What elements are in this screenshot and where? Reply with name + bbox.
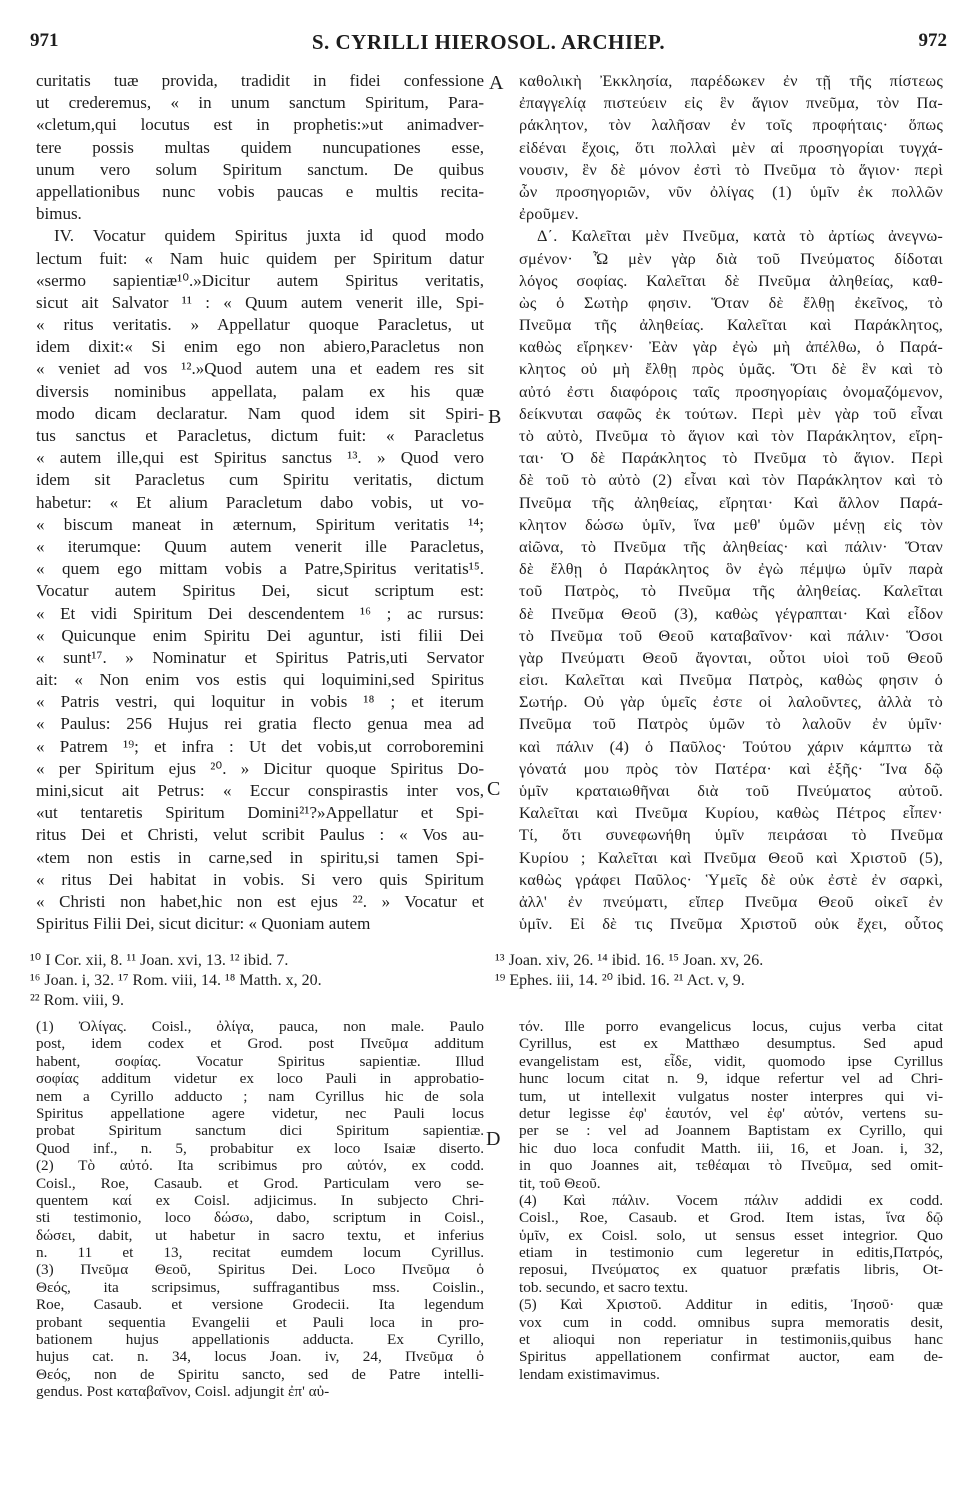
editorial-note-line: lendam existimavimus. <box>519 1365 660 1383</box>
latin-text-line: idem sit Paracletus cum Spiritu veritatis, dictum <box>36 470 484 490</box>
latin-text-line: curitatis tuæ provida, tradidit in fidei confessione <box>36 71 484 90</box>
latin-text-line: mini,sicut ait Petrus: « Eccur conspirastis inter vos, <box>36 781 484 800</box>
greek-text-line: γὰρ Πνεύματι Θεοῦ ἄγονται, οὗτοι υἱοὶ τοῦ Θεοῦ <box>519 647 943 667</box>
margin-letter-b: B <box>488 406 502 428</box>
greek-text-line: καθὼς γράφει Παῦλος· Ὑμεῖς δὲ οὐκ ἐστὲ ἐν σαρκὶ, <box>519 869 943 889</box>
latin-text-line: modo dicam declaratur. Nam quod idem sit Spiri- <box>36 403 484 423</box>
editorial-note-line: Coisl., Roe, Casaub. et Grod. Particulam vero se- <box>36 1174 484 1192</box>
editorial-note-line: sti testimonio, loco δώσω, dabo, scriptum in Coisl., <box>36 1209 484 1227</box>
greek-text-line: ὼς ὁ Σωτὴρ φησιν. Ὅταν δὲ ἔλθῃ ἐκεῖνος, τὸ <box>519 292 943 312</box>
latin-text-line: tus sanctus et Paracletus, dictum fuit: « Paracletus <box>36 426 484 445</box>
greek-text-line: σμένον· Ὧ μὲν γὰρ διὰ τοῦ Πνεύματος δίδοται <box>519 248 943 268</box>
editorial-note-line: Θεός, ita scripsimus, suffragantibus mss. Coislin., <box>36 1278 484 1296</box>
latin-text-line: bimus. <box>36 204 82 224</box>
greek-text-line: τὸ Πνεῦμα τοῦ Θεοῦ καταβαῖνον· καὶ πάλιν· Ὅσοι <box>519 625 943 645</box>
greek-text-line: τὸ αὐτὸ, Πνεῦμα τὸ ἅγιον καὶ τὸν Παράκλητον, εἴρη- <box>519 426 943 445</box>
latin-text-line: unum vero solum Spiritum sanctum. De quibus <box>36 159 484 179</box>
scripture-reference-line: ¹⁶ Joan. i, 32. ¹⁷ Rom. viii, 14. ¹⁸ Matth. x, 20. <box>30 972 322 989</box>
editorial-note-line: in quo Joannes ait, τεθέαμαι τὸ Πνεῦμα, sed omit- <box>519 1157 943 1175</box>
editorial-note-line: ὑμῖν, ex Coisl. solo, ut sensus esset integrior. Quo <box>519 1226 943 1244</box>
greek-text-line: ἐροῦμεν. <box>519 204 579 224</box>
latin-text-line: ait: « Non enim vos estis qui loquimini,sed Spiritus <box>36 670 484 690</box>
editorial-note-line: tum, ut intellexit vulgatus noster interpres qui vi- <box>519 1087 943 1105</box>
editorial-note-line: (5) Καὶ Χριστοῦ. Additur in editis, Ἰησοῦ· quæ <box>519 1296 943 1314</box>
greek-text-line: ὑμῖν κραταιωθῆναι διὰ τοῦ Πνεύματος αὐτοῦ. <box>519 781 943 800</box>
greek-text-line: εἰδέναι ἔχοις, ὅτι πολλαὶ μὲν αἱ προσηγορίαι τυγχά- <box>519 137 943 157</box>
editorial-notes-right <box>519 1018 943 1488</box>
margin-letter-c: C <box>487 778 501 800</box>
greek-text-line: καὶ πάλιν (4) ὁ Παῦλος· Τούτου χάριν κάμπτω τὰ <box>519 736 943 756</box>
editorial-note-line: vox cum in codd. omnibus supra memoratis desit, <box>519 1313 943 1331</box>
latin-text-line: habetur: « Et alium Paracletum dabo vobis, ut vo- <box>36 492 484 512</box>
greek-text-line: Κυρίου ; Καλεῖται καὶ Πνεῦμα Θεοῦ καὶ Χριστοῦ (5), <box>519 847 943 867</box>
editorial-note-line: σοφίας additum videtur ex loco Pauli in approbatio- <box>36 1070 484 1088</box>
editorial-note-line: Θεός, non de Spiritu sancto, sed de Patre intelli- <box>36 1365 484 1383</box>
running-title: S. CYRILLI HIEROSOL. ARCHIEP. <box>311 30 666 54</box>
greek-text-line: ἐπαγγελίᾳ πιστεύειν εἰς ἓν ἅγιον πνεῦμα, τὸν Πα- <box>519 93 943 113</box>
editorial-note-line: per se : vel ad Joannem Baptistam ex Cyrillo, qui <box>519 1122 943 1140</box>
greek-text-line: αὐτό ἐστι διαφόροις ταῖς προσηγορίαις ὀνομαζόμενον, <box>519 381 943 401</box>
page-number-right: 972 <box>918 30 947 51</box>
greek-text-line: λόγος σοφίας. Καλεῖται δὲ Πνεῦμα ἀληθείας, καθ- <box>519 270 943 290</box>
greek-text-line: εἰσι. Καλεῖται καὶ Πνεῦμα Πατρὸς, καθὼς φησιν ὁ <box>519 670 943 690</box>
latin-text-line: «cletum,qui locutus est in prophetis:»ut animadver- <box>36 115 484 135</box>
editorial-note-line: etiam in testimonio cum legeretur in editis,Πατρός, <box>519 1244 943 1262</box>
scripture-reference-line: ²² Rom. viii, 9. <box>30 992 125 1009</box>
margin-letter-a: A <box>489 72 504 94</box>
editorial-note-line: tit, τοῦ Θεοῦ. <box>519 1174 601 1192</box>
latin-text-line: « iterumque: Quum autem venerit ille Paracletus, <box>36 536 484 556</box>
latin-text-line: ritus Dei et Christi, velut scribit Paulus : « Vos au- <box>36 825 484 845</box>
editorial-note-line: Cyrillus, est ex Matthæo desumptus. Sed apud <box>519 1035 943 1053</box>
latin-text-line: «tem non estis in carne,sed in spiritu,si tamen Spi- <box>36 847 484 867</box>
scripture-references-right <box>495 951 945 991</box>
greek-text-line: αἰῶνα, τὸ Πνεῦμα τῆς ἀληθείας· καὶ πάλιν· Ὅταν <box>519 536 943 556</box>
scripture-reference-line: ¹⁰ I Cor. xii, 8. ¹¹ Joan. xvi, 13. ¹² ibid. 7. <box>30 952 289 969</box>
editorial-note-line: (3) Πνεῦμα Θεοῦ, Spiritus Dei. Loco Πνεῦμα ὁ <box>36 1261 484 1279</box>
greek-text-line: Πνεῦμα τῆς ἀληθείας. Καλεῖται καὶ Παράκλητος, <box>519 315 943 335</box>
greek-text-line: δὲ τοῦ τὸ αὐτὸ (2) εἶναι καὶ τὸν Παράκλητον καὶ τὸ <box>519 470 943 490</box>
latin-text-line: « biscum maneat in æternum, Spiritum veritatis ¹⁴; <box>36 514 484 534</box>
latin-text-line: « sunt¹⁷. » Nominatur et Spiritus Patris,uti Servator <box>36 647 484 667</box>
editorial-note-line: tob. secundo, et sacro textu. <box>519 1278 689 1296</box>
greek-text-line: καθολικὴ Ἐκκλησία, παρέδωκεν ἐν τῇ τῆς πίστεως <box>519 71 943 90</box>
latin-text-line: « autem ille,qui est Spiritus sanctus ¹³. » Quod vero <box>36 448 484 468</box>
editorial-note-line: probat Spiritum sanctum dici Spiritum sapientiæ. <box>36 1122 484 1140</box>
latin-text-line: ut crederemus, « in unum sanctum Spiritum, Para- <box>36 93 484 113</box>
latin-text-line: « Patris vestri, qui loquitur in vobis ¹⁸ ; et iterum <box>36 692 484 712</box>
latin-text-line: « Et vidi Spiritum Dei descendentem ¹⁶ ; ac rursus: <box>36 603 484 623</box>
editorial-note-line: probant sequentia Evangelii et Pauli loca in pro- <box>36 1313 484 1331</box>
editorial-note-line: hujus cat. n. 34, locus Joan. iv, 24, Πνεῦμα ὁ <box>36 1348 484 1366</box>
latin-text-line: idem dixit:« Si enim ego non abiero,Paracletus non <box>36 337 484 357</box>
greek-text-line: τοῦ Πατρὸς, τὸ Πνεῦμα τῆς ἀληθείας. Καλεῖται <box>519 581 943 601</box>
editorial-note-line: (2) Τὸ αὐτό. Ita scribimus pro αὐτόν, ex codd. <box>36 1157 484 1175</box>
latin-text-line: « Christi non habet,hic non est ejus ²². » Vocatur et <box>36 891 484 911</box>
editorial-note-line: (1) Ὀλίγας. Coisl., ὀλίγα, pauca, non male. Paulo <box>36 1018 484 1035</box>
editorial-note-line: hunc locum citat n. 9, idque refertur vel ad Chri- <box>519 1070 943 1088</box>
running-header <box>30 30 947 60</box>
latin-text-line: « per Spiritum ejus ²⁰. » Dicitur quoque Spiritus Do- <box>36 758 484 778</box>
greek-text-line: κλητος οὐ μὴ ἔλθῃ πρὸς ὑμᾶς. Ὅτι δὲ ἓν καὶ τὸ <box>519 359 943 379</box>
editorial-note-line: bationem hujus appellationis adducta. Ex Cyrillo, <box>36 1331 484 1349</box>
latin-text-line: « Paulus: 256 Hujus rei gratia flecto genua mea ad <box>36 714 484 734</box>
latin-text-line: Spiritus Filii Dei, sicut dicitur: « Quoniam autem <box>36 914 371 934</box>
editorial-note-line: τόν. Ille porro evangelicus locus, cujus verba citat <box>519 1018 943 1035</box>
editorial-note-line: Coisl., Roe, Casaub. et Grod. Item istas, ἵνα δῷ <box>519 1209 943 1227</box>
latin-text-line: « Quicunque enim Spiritu Dei aguntur, isti filii Dei <box>36 625 484 645</box>
greek-text-line: ται· Ὁ δὲ Παράκλητος τὸ Πνεῦμα τὸ ἅγιον. Περὶ <box>519 448 943 468</box>
scripture-reference-line: ¹⁹ Ephes. iii, 14. ²⁰ ibid. 16. ²¹ Act. v, 9. <box>495 972 745 989</box>
editorial-note-line: reposui, Πνεύματος ex quatuor præfatis libris, Ot- <box>519 1261 943 1279</box>
latin-text-line: « Patrem ¹⁹; et infra : Ut det vobis,ut corroboremini <box>36 736 484 756</box>
editorial-note-line: n. 11 et 13, recitat eumdem locum Cyrillus. <box>36 1244 484 1262</box>
scripture-references-left <box>30 951 490 1011</box>
editorial-note-line: quentem καί ex Coisl. adjicimus. In subjecto Chri- <box>36 1191 484 1209</box>
greek-text-line: δὲ ἔλθῃ ὁ Παράκλητος ὃν ἐγὼ πέμψω ὑμῖν παρὰ <box>519 559 943 579</box>
latin-text-line: sicut ait Salvator ¹¹ : « Quum autem venerit ille, Spi- <box>36 292 484 312</box>
greek-text-column <box>519 70 943 946</box>
latin-text-line: « ritus veritatis. » Appellatur quoque Paracletus, ut <box>36 315 484 335</box>
greek-text-line: Πνεῦμα τοῦ Πατρὸς ὑμῶν τὸ λαλοῦν ἐν ὑμῖν· <box>519 714 943 734</box>
greek-text-line: ἀλλ' ἐν πνεύματι, εἴπερ Πνεῦμα Θεοῦ οἰκεῖ ἐν <box>519 891 943 911</box>
latin-text-line: lectum fuit: « Nam huic quidem per Spiritum datur <box>36 248 484 268</box>
editorial-note-line: evangelistam est, εἶδε, vidit, quomodo ipse Cyrillus <box>519 1052 943 1070</box>
editorial-note-line: detur legisse ἐφ' ἑαυτόν, vel ἐφ' αὐτόν, vertens su- <box>519 1104 943 1122</box>
editorial-note-line: Roe, Casaub. et versione Grodecii. Ita legendum <box>36 1296 484 1314</box>
latin-text-line: «sermo sapientiæ¹⁰.»Dicitur autem Spiritus veritatis, <box>36 270 484 290</box>
greek-text-line: Πνεῦμα τῆς ἀληθείας, εἴρηται· Καὶ ἄλλον Παρά- <box>519 492 943 512</box>
greek-text-line: ράκλητον, τὸν λαλῆσαν ἐν τοῖς προφήταις· ὅπως <box>519 115 943 135</box>
greek-text-line: Καλεῖται καὶ Πνεῦμα Κυρίου, καθὼς Πέτρος εἶπεν· <box>519 803 943 823</box>
editorial-note-line: Spiritus appellatione agere videtur, nec Pauli locus <box>36 1104 484 1122</box>
greek-text-line: Τί, ὅτι συνεφωνήθη ὑμῖν πειράσαι τὸ Πνεῦμα <box>519 825 943 845</box>
greek-text-line: ὧν προσηγοριῶν, νῦν ὀλίγας (1) ὑμῖν ἐκ πολλῶν <box>519 181 943 201</box>
latin-text-line: « veniet ad vos ¹².»Quod autem una et eadem res sit <box>36 359 484 379</box>
latin-text-line: tere possis multas quidem nuncupationes esse, <box>36 137 484 157</box>
greek-text-line: Δ΄. Καλεῖται μὲν Πνεῦμα, κατὰ τὸ ἀρτίως ἀνεγνω- <box>537 226 943 246</box>
editorial-note-line: habent, σοφίας. Vocatur Spiritus sapientiæ. Illud <box>36 1052 484 1070</box>
editorial-note-line: Quod inf., n. 5, probabitur ex loco Isaiæ diserto. <box>36 1139 484 1157</box>
editorial-note-line: et alioqui non reperiatur in testimoniis,quibus hanc <box>519 1331 943 1349</box>
greek-text-line: Σωτήρ. Οὐ γὰρ ὑμεῖς ἐστε οἱ λαλοῦντες, ἀλλὰ τὸ <box>519 692 943 712</box>
editorial-note-line: (4) Καὶ πάλιν. Vocem πάλιν addidi ex codd. <box>519 1191 943 1209</box>
editorial-note-line: δώσει, dabit, ut habetur in sacro textu, et inferius <box>36 1226 484 1244</box>
latin-text-line: diversis nominibus appellata, palam ex his quæ <box>36 381 484 401</box>
latin-text-line: « ritus Dei habitat in vobis. Si vero quis Spiritum <box>36 869 484 889</box>
editorial-notes-left <box>36 1018 484 1488</box>
editorial-note-line: hic duo loca confudit Matth. iii, 16, et Joan. i, 32, <box>519 1139 943 1157</box>
editorial-note-line: nem a Cyrillo adducto ; nam Cyrillus hic de sola <box>36 1087 484 1105</box>
greek-text-line: νουσιν, ἓν δὲ μόνον ἐστὶ τὸ Πνεῦμα τὸ ἅγιον· περὶ <box>519 159 943 179</box>
latin-text-line: Vocatur autem Spiritus Dei, sicut scriptum est: <box>36 581 484 601</box>
latin-text-line: «ut tentaretis Spiritum Domini²¹?»Appellatur et Spi- <box>36 803 484 823</box>
scripture-reference-line: ¹³ Joan. xiv, 26. ¹⁴ ibid. 16. ¹⁵ Joan. xv, 26. <box>495 952 764 969</box>
greek-text-line: καθὼς εἴρηκεν· Ἐὰν γὰρ ἐγὼ μὴ ἀπέλθω, ὁ Παρά- <box>519 337 943 357</box>
latin-text-line: « quem ego mittam vobis a Patre,Spiritus veritatis¹⁵. <box>36 559 484 579</box>
greek-text-line: ὑμῖν. Εἰ δὲ τις Πνεῦμα Χριστοῦ οὐκ ἔχει, οὗτος <box>519 914 943 934</box>
greek-text-line: κλητον δώσω ὑμῖν, ἵνα μεθ' ὑμῶν μένῃ εἰς τὸν <box>519 514 943 534</box>
editorial-note-line: post, idem codex et Grod. post Πνεῦμα additum <box>36 1035 484 1053</box>
greek-text-line: δὲ Πνεῦμα Θεοῦ (3), καθὼς γέγραπται· Καὶ εἶδον <box>519 603 943 623</box>
page-number-left: 971 <box>30 30 59 51</box>
latin-text-line: IV. Vocatur quidem Spiritus juxta id quod modo <box>54 226 484 246</box>
greek-text-line: δείκνυται σαφῶς ἐκ τούτων. Περὶ μὲν γὰρ τοῦ εἶναι <box>519 403 943 423</box>
margin-letter-d: D <box>486 1128 501 1150</box>
latin-text-line: appellationibus nunc vobis paucas e multis recita- <box>36 181 484 201</box>
editorial-note-line: Spiritus appellationem confirmat auctor, eam de- <box>519 1348 943 1366</box>
latin-text-column <box>36 70 484 946</box>
editorial-note-line: gendus. Post καταβαῖνον, Coisl. adjungit ἐπ' αὐ- <box>36 1383 330 1401</box>
greek-text-line: γόνατά μου πρὸς τὸν Πατέρα· καὶ ἑξῆς· Ἵνα δῷ <box>519 758 943 778</box>
